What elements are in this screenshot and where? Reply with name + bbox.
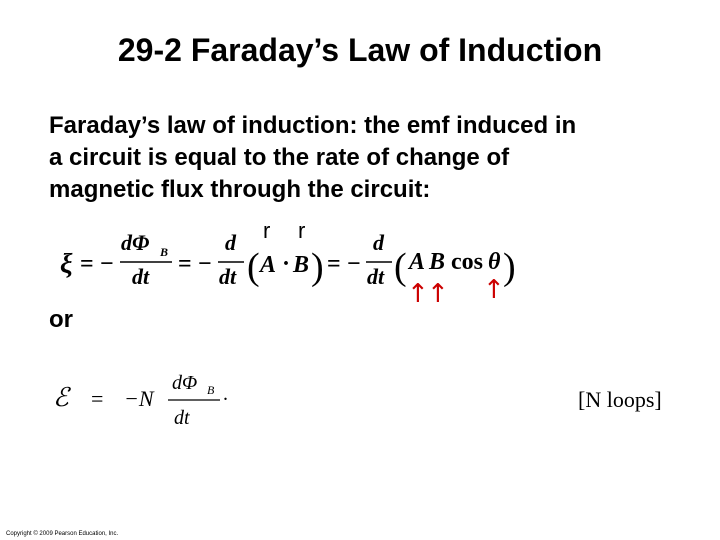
equals-1: = xyxy=(80,251,94,277)
minus-3: − xyxy=(347,251,361,277)
denominator-dt-1: dt xyxy=(132,264,150,289)
minus-1: − xyxy=(100,251,114,277)
numerator-d-1: d xyxy=(225,230,236,255)
numerator-d-phi-2: dΦ xyxy=(172,372,198,394)
magnitude-a: A xyxy=(409,249,426,275)
vector-mark-b: r xyxy=(298,218,306,243)
vector-mark-a: r xyxy=(263,218,271,243)
xi-symbol: ξ xyxy=(60,249,73,280)
magnitude-b: B xyxy=(429,249,446,275)
definition-line-2: a circuit is equal to the rate of change of xyxy=(49,144,510,171)
denominator-dt-4: dt xyxy=(174,407,190,429)
theta-symbol: θ xyxy=(488,249,501,275)
minus-2: − xyxy=(198,251,212,277)
equals-4: = xyxy=(91,386,104,411)
definition-line-1: Faraday’s law of induction: the emf induced in xyxy=(49,112,577,139)
equals-3: = xyxy=(327,251,341,277)
close-paren-1: ) xyxy=(311,246,324,288)
arrow-up-icon: ↑ xyxy=(427,279,449,309)
open-paren-2: ( xyxy=(394,246,407,288)
open-paren-1: ( xyxy=(247,246,260,288)
definition-line-3: magnetic flux through the circuit: xyxy=(49,176,431,203)
close-paren-2: ) xyxy=(503,246,516,288)
slide-title: 29-2 Faraday’s Law of Induction xyxy=(117,32,603,68)
dot-product: · xyxy=(282,251,291,277)
copyright-notice: Copyright © 2009 Pearson Education, Inc. xyxy=(6,531,119,537)
cos-function: cos xyxy=(451,249,483,275)
numerator-subscript-b-2: B xyxy=(207,383,215,397)
or-label: or xyxy=(49,306,73,333)
n-loops-label: [N loops] xyxy=(578,387,662,412)
numerator-d-2: d xyxy=(373,230,384,255)
denominator-dt-3: dt xyxy=(367,264,385,289)
denominator-dt-2: dt xyxy=(219,264,237,289)
numerator-subscript-b: B xyxy=(160,245,169,259)
vector-b: B xyxy=(293,252,310,278)
arrow-up-icon: ↑ xyxy=(407,279,429,309)
numerator-d-phi: dΦ xyxy=(121,230,150,255)
equals-2: = xyxy=(178,251,192,277)
emf-symbol: ℰ xyxy=(53,383,69,412)
minus-n: −N xyxy=(124,386,154,411)
vector-a: A xyxy=(260,252,277,278)
arrow-up-icon: ↑ xyxy=(483,275,505,305)
equation-period: . xyxy=(223,383,228,405)
